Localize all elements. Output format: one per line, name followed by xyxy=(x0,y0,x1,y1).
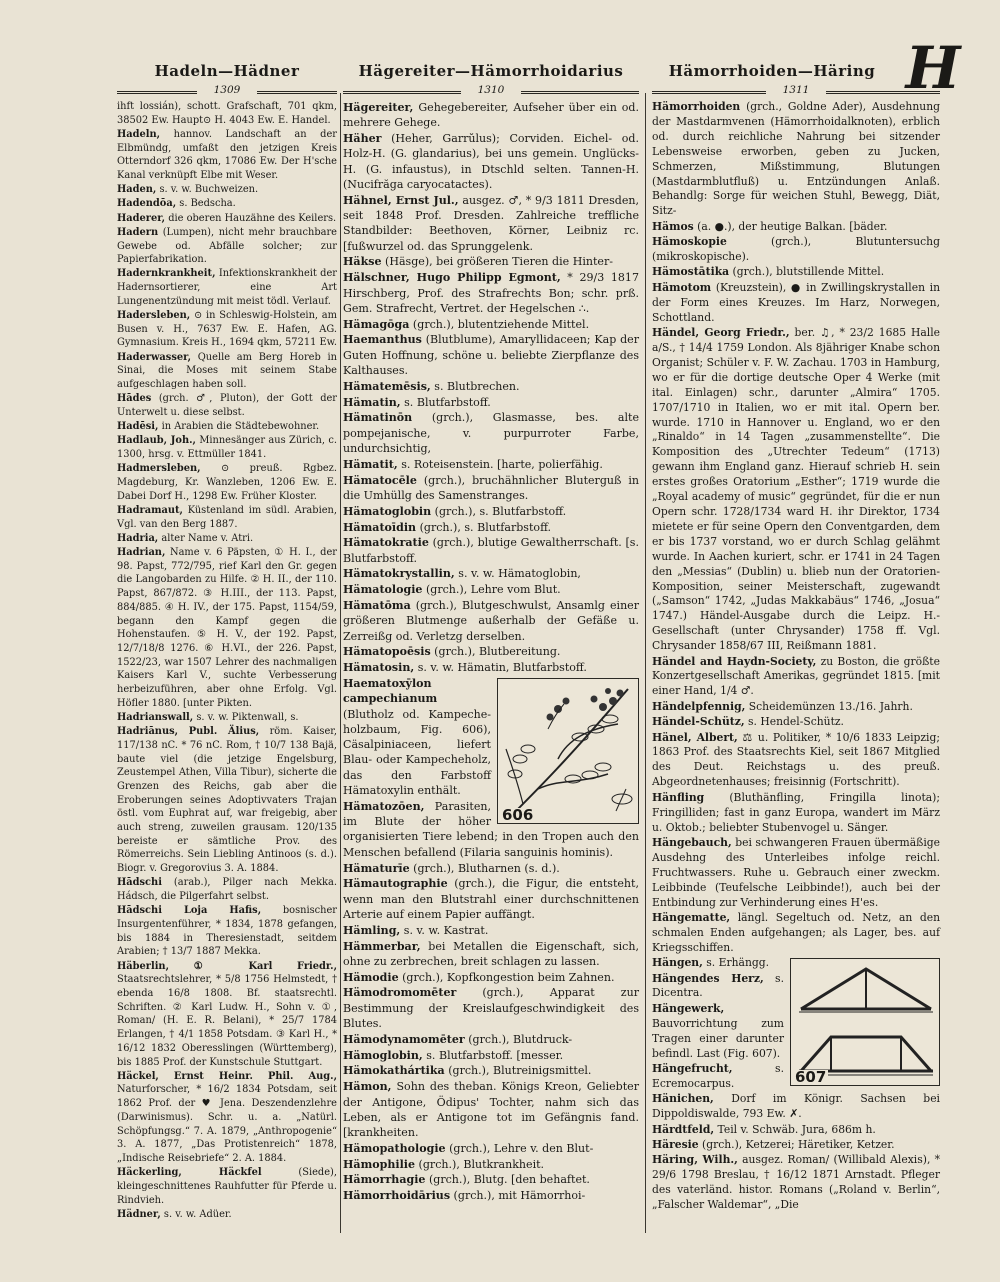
entry-text: Name v. 6 Päpsten, ① H. I., der 98. Papst, 772/795, rief Karl den Gr. gegen die Langobarden zu Hilfe. ② H. II., der 110. Papst, 867/872. ③ H.III., der 113. Papst, 884/885. ④ H. IV., der 175. Papst, 1154/59, begann den Kampf gegen die Hohenstaufen. ⑤ H. V., der 192. Papst, 12/7/18/8 1276. ⑥ H.VI., der 226. Papst, 1522/23, war 1507 Lehrer des nachmaligen Kaisers Karl V., suchte Verbesserung herbeizuführen, aber ohne Erfolg. Vgl. Höfler 1880. [unter Pikten. xyxy=(117,547,337,709)
entry-headword: Hämatologie xyxy=(343,583,423,597)
figure-606-block xyxy=(343,676,639,860)
column-1 xyxy=(117,100,337,1222)
dictionary-entry xyxy=(343,876,639,922)
dictionary-entry xyxy=(117,532,337,546)
entry-headword: Händel and Haydn-Society, xyxy=(652,654,817,668)
entry-text: ber. ♫, * 23/2 1685 Halle a/S., † 14/4 1759 London. Als 8jähriger Knabe schon Organist; Schüler v. F. W. Zachau. 1703 in Hamburg, wo er für die dortige deutsche Oper 4 Werke (mit ital. Einlagen) schr., darunter „Almira“ 1705. 1707/1710 in Italien, wo er mit ital. Opern ber. wurde. 1710 in Hannover u. England, wo er den „Rinaldo“ in 14 Tagen „zusammenstellte“. Die Komposition des „Utrechter Tedeum“ (1713) gewann ihm England ganz. Hierauf schrieb H. sein erstes großes Oratorium „Esther“; 1719 wurde die „Royal academy of music“ gegründet, für die er nun Opern schr. 1728/1734 ward H. ihr Direktor, 1734 mietete er für seine Opern den Conventgarden, dem er bis 1737 vorstand, wo er durch Schlag gelähmt wurde. In Aachen kuriert, schr. er 1741 in 24 Tagen den „Messias“ (Dublin) u. blieb nun der Oratorien-Komposition, seiner Meisterschaft, zugewandt („Samson“ 1742, „Judas Makkabäus“ 1746, „Josua“ 1747.) Händel-Ausgabe durch die Leipz. H.-Gesellschaft (unter Chrysander) 1758 ff. Vgl. Chrysander 1858/67 III, Reißmann 1881. xyxy=(652,326,941,653)
entry-text: s. Blutbrechen. xyxy=(430,379,520,393)
entry-headword: Hämos xyxy=(652,219,694,233)
entry-headword: Hämodromomēter xyxy=(343,986,457,1000)
entry-text: bei schwangeren Frauen übermäßige Ausdehng des Unterleibes infolge reichl. Fruchtwassers. Ruhe u. Gebrauch einer zweckm. Leibbinde (Teufelsche Leibbinde!), auch bei der Entbindung zur Verhinderung eines H'es. xyxy=(652,835,940,909)
dictionary-entry xyxy=(117,711,337,725)
entry-headword: Hadernkrankheit, xyxy=(117,268,216,280)
figure-607-block xyxy=(652,956,940,1092)
entry-text: die oberen Hauzähne des Keilers. xyxy=(165,212,337,224)
entry-text: (Blutholz od. Kampeche-holzbaum, Fig. 606), Cäsalpiniaceen, liefert Blau- oder Kampecheholz, das den Farbstoff Hämatoxylin enthält. xyxy=(343,707,491,798)
dictionary-entry xyxy=(343,254,639,269)
dictionary-entry xyxy=(117,128,337,183)
dictionary-entry xyxy=(117,183,337,197)
entry-text: ihft lossián), schott. Grafschaft, 701 qkm, 38502 Ew. Haupt⊙ H. 4043 Ew. E. Handel. xyxy=(117,101,337,126)
entry-headword: Hämophilie xyxy=(343,1157,416,1171)
entry-text: hannov. Landschaft an der Elbmündg, umfaßt den jetzigen Kreis Otterndorf 326 qkm, 17086 Ew. Der H'sche Kanal verknüpft Elbe mit Weser. xyxy=(117,128,337,182)
entry-headword: Hadrianswall, xyxy=(117,711,194,723)
entry-headword: Häresie xyxy=(652,1138,699,1152)
dictionary-entry xyxy=(652,836,940,911)
entry-text: (grch.), blutstillende Mittel. xyxy=(729,265,885,279)
entry-text: (grch.), Blutdruck- xyxy=(464,1032,573,1046)
dictionary-entry xyxy=(117,100,337,127)
entry-text: s. Blutfarbstoff. [messer. xyxy=(422,1048,564,1062)
entry-text: s. v. w. Hämatoglobin, xyxy=(454,567,581,581)
entry-headword: Häher xyxy=(343,132,382,146)
entry-headword: Hämatosin, xyxy=(343,661,415,675)
entry-headword: Hängematte, xyxy=(652,910,731,924)
entry-headword: Hämotom xyxy=(652,280,712,294)
entry-headword: Händel, Georg Friedr., xyxy=(652,326,790,340)
column-divider-2 xyxy=(645,93,646,1233)
entry-text: Dorf im Königr. Sachsen bei Dippoldiswalde, 793 Ew. ✗. xyxy=(652,1092,940,1121)
dictionary-entry xyxy=(652,700,940,715)
entry-text: (grch., Goldne Ader), Ausdehnung der Mastdarmvenen (Hämorrhoidalknoten), erblich od. durch reichliche Nahrung bei sitzender Lebensweise erworben, geben zu Jucken, Schmerzen, Mißstimmung, Blutungen (Mastdarmblutfluß) u. Entzündungen Anlaß. Behandlg: Sorge für weichen Stuhl, Bewegg, Diät, Sitz- xyxy=(652,100,940,218)
entry-text: (Bluthänfling, Fringilla linota); Fringilliden; fast in ganz Europa, wandert im März u. Oktob.; beliebter Stubenvogel u. Sänger. xyxy=(652,790,940,834)
entry-headword: Hadmersleben, xyxy=(117,463,201,475)
column-2 xyxy=(343,100,639,1204)
entry-headword: Hämatōma xyxy=(343,599,411,612)
entry-headword: Häring, Wilh., xyxy=(652,1153,738,1167)
entry-text: Parasiten, im Blute der höher organisierten Tiere lebend; in den Tropen auch den Menschen befallend (Filaria sanguinis hominis). xyxy=(343,799,639,859)
entry-headword: Haden, xyxy=(117,184,157,196)
entry-headword: Hägereiter, xyxy=(343,101,414,114)
entry-text: ⊙ preuß. Rgbez. Magdeburg, Kr. Wanzleben, 1206 Ew. E. Dabei Dorf H., 1298 Ew. Früher Kloster. xyxy=(117,463,337,502)
entry-headword: Hämagōga xyxy=(343,317,410,331)
dictionary-entry xyxy=(343,1172,639,1187)
dictionary-entry xyxy=(343,598,639,644)
entry-text: (grch.), Lehre vom Blut. xyxy=(422,583,561,597)
entry-headword: Häkse xyxy=(343,255,382,269)
entry-text: (Häsge), bei größeren Tieren die Hinter- xyxy=(381,255,613,269)
entry-headword: Hämatokrystallin, xyxy=(343,567,455,581)
entry-headword: Hämatemēsis, xyxy=(343,379,431,393)
dictionary-entry xyxy=(343,410,639,456)
entry-headword: Haderwasser, xyxy=(117,351,191,363)
entry-headword: Händelpfennig, xyxy=(652,699,746,713)
entry-text: (grch.), blutentziehende Mittel. xyxy=(409,317,590,331)
entry-text: s. Blutfarbstoff. xyxy=(400,395,491,409)
dictionary-entry xyxy=(343,270,639,316)
page-number-3: 1311 xyxy=(766,84,826,98)
dictionary-entry xyxy=(117,960,337,1070)
dictionary-entry xyxy=(117,904,337,959)
entry-headword: Hämatit, xyxy=(343,457,398,471)
dictionary-entry xyxy=(343,1157,639,1172)
dictionary-entry xyxy=(117,546,337,710)
dictionary-entry xyxy=(652,791,940,836)
dictionary-entry xyxy=(117,309,337,350)
entry-headword: Hadrian, xyxy=(117,547,166,558)
entry-text: s. Bedscha. xyxy=(176,198,236,210)
page-number-2: 1310 xyxy=(461,84,521,98)
entry-text: (grch.), s. Blutfarbstoff. xyxy=(416,520,552,534)
entry-headword: Hämatopoēsis xyxy=(343,645,431,659)
entry-text: (grch.), mit Hämorrhoi- xyxy=(450,1189,586,1203)
entry-text: Minnesänger aus Zürich, c. 1300, hrsg. v. Ettmüller 1841. xyxy=(117,435,337,461)
entry-headword: Hādschi xyxy=(117,877,162,889)
dictionary-entry xyxy=(652,1153,940,1213)
dictionary-entry xyxy=(343,317,639,332)
dictionary-entry xyxy=(343,193,639,254)
entry-text: in Arabien die Städtebewohner. xyxy=(158,421,320,433)
dictionary-entry xyxy=(343,131,639,192)
entry-text: (grch.), Blutbereitung. xyxy=(430,645,561,659)
entry-text: Sohn des theban. Königs Kreon, Geliebter der Antigone, Ödipus' Tochter, nahm sich das Leben, als er Antigone tot im Gefängnis fand. [krankheiten. xyxy=(343,1080,639,1140)
figure-607 xyxy=(790,958,940,1086)
entry-text: Küstenland im südl. Arabien, Vgl. van den Berg 1887. xyxy=(117,504,337,530)
entry-headword: Härdtfeld, xyxy=(652,1122,715,1136)
entry-headword: Hādes xyxy=(117,393,152,405)
dictionary-entry xyxy=(343,1048,639,1063)
entry-headword: Hängefrucht, xyxy=(652,1062,733,1075)
dictionary-entry xyxy=(343,395,639,410)
entry-text: (grch.), Blutreinigsmittel. xyxy=(444,1064,592,1078)
entry-headword: Hämatinōn xyxy=(343,411,413,425)
entry-text: (arab.), Pilger nach Mekka. Hádsch, die Pilgerfahrt selbst. xyxy=(117,877,337,903)
dictionary-entry xyxy=(343,985,639,1031)
haematoxylon-illustration xyxy=(498,679,640,825)
dictionary-entry xyxy=(652,235,940,265)
entry-headword: Hadramaut, xyxy=(117,504,183,516)
dictionary-entry xyxy=(343,504,639,519)
dictionary-entry xyxy=(343,970,639,985)
entry-headword: Hängen, xyxy=(652,956,703,970)
dictionary-entry xyxy=(652,1138,940,1153)
dictionary-entry xyxy=(652,1092,940,1122)
dictionary-entry xyxy=(343,535,639,566)
entry-text: ausgez. ♂, * 9/3 1811 Dresden, seit 1848 Prof. Dresden. Zahlreiche treffliche Standbilder: Beethoven, Körner, Leibniz rc. [fußwurzel od. das Sprunggelenk. xyxy=(343,193,639,253)
entry-text: (grch.), Blutuntersuchg (mikroskopische). xyxy=(652,235,940,264)
entry-headword: Hädner, xyxy=(117,1208,161,1220)
entry-text: (Lumpen), nicht mehr brauchbare Gewebe od. Abfälle solcher; zur Papierfabrikation. xyxy=(117,226,337,266)
dictionary-entry xyxy=(117,267,337,308)
figure-606 xyxy=(497,678,639,824)
dictionary-entry xyxy=(343,939,639,970)
entry-headword: Hämostātika xyxy=(652,265,730,279)
entry-text: (grch. ♂, Pluton), der Gott der Unterwelt u. diese selbst. xyxy=(117,393,337,418)
entry-text: (grch.), bruchähnlicher Bluterguß in die Umhüllg des Samenstranges. xyxy=(343,473,639,502)
entry-text: (Kreuzstein), ● in Zwillingskrystallen in der Form eines Kreuzes. Im Harz, Norwegen, Schottland. xyxy=(652,280,940,324)
entry-text: längl. Segeltuch od. Netz, an den schmalen Enden aufgehangen; als Lager, bes. auf Kriegsschiffen. xyxy=(652,910,940,954)
entry-headword: Häberlin, ① Karl Friedr., xyxy=(117,960,337,972)
entry-text: (grch.), blutige Gewaltherrschaft. [s. Blutfarbstoff. xyxy=(343,536,639,565)
entry-headword: Haematoxȳlon campechianum xyxy=(343,676,438,706)
entry-headword: Hadēsi, xyxy=(117,421,159,433)
entry-headword: Hādschi Loja Hafis, xyxy=(117,905,262,917)
entry-text: bei Metallen die Eigenschaft, sich, ohne zu zerbrechen, breit schlagen zu lassen. xyxy=(343,939,639,968)
page-number-1: 1309 xyxy=(197,84,257,98)
entry-text: bosnischer Insurgentenführer, * 1834, 1878 gefangen, bis 1884 in Theresienstadt, seitdem Arabien; † 13/7 1887 Mekka. xyxy=(117,905,337,958)
entry-text: Quelle am Berg Horeb in Sinai, die Moses mit seinem Stabe aufgeschlagen haben soll. xyxy=(117,351,337,391)
dictionary-entry xyxy=(117,504,337,531)
dictionary-entry xyxy=(117,212,337,226)
entry-headword: Hämautographie xyxy=(343,877,448,891)
dictionary-entry xyxy=(117,876,337,903)
dictionary-entry xyxy=(652,1123,940,1138)
entry-text: (a. ●.), der heutige Balkan. [bäder. xyxy=(693,219,888,233)
entry-headword: Hängendes Herz, xyxy=(652,971,764,985)
entry-text: (Heher, Garrŭlus); Corviden. Eichel- od. Holz-H. (G. glandarius), bei uns gemein. Unglücks-H. (G. infaustus), in Dtschld selten. Tannen-H. (Nucifrăga caryocatactes). xyxy=(343,132,639,191)
entry-headword: Hämling, xyxy=(343,923,401,937)
entry-headword: Hadern xyxy=(117,226,159,238)
entry-headword: Händel-Schütz, xyxy=(652,715,745,729)
dictionary-entry xyxy=(117,226,337,267)
dictionary-entry xyxy=(343,379,639,394)
entry-headword: Hadeln, xyxy=(117,128,161,140)
entry-headword: Hadriānus, Publ. Älius, xyxy=(117,726,260,738)
entry-headword: Hängebauch, xyxy=(652,835,732,849)
entry-headword: Hämatoīdin xyxy=(343,520,417,534)
entry-headword: Hämatocēle xyxy=(343,473,417,487)
dictionary-entry xyxy=(343,332,639,378)
dictionary-entry xyxy=(343,520,639,535)
entry-headword: Häckel, Ernst Heinr. Phil. Aug., xyxy=(117,1070,337,1082)
entry-text: (grch.), die Figur, die entsteht, wenn man den Blutstrahl einer durchschnittenen Arterie auf einem Papier auffängt. xyxy=(343,877,639,921)
entry-text: zu Boston, die größte Konzertgesellschaft Amerikas, gegründet 1815. [mit einer Hand, 1/4 ♂. xyxy=(652,654,940,698)
column-3-header: Hämorrhoiden—Häring xyxy=(668,62,876,80)
entry-text: s. v. w. Kastrat. xyxy=(400,923,489,937)
entry-text: (grch.), Lehre v. den Blut- xyxy=(445,1141,594,1155)
dictionary-entry xyxy=(117,462,337,503)
entry-headword: Haemanthus xyxy=(343,333,422,347)
entry-headword: Hämoskopie xyxy=(652,235,727,249)
entry-text: Bauvorrichtung zum Tragen einer darunter befindl. Last (Fig. 607). xyxy=(652,1016,784,1060)
dictionary-entry xyxy=(117,434,337,461)
entry-text: Teil v. Schwäb. Jura, 686m h. xyxy=(714,1122,876,1136)
entry-text: Gehegebereiter, Aufseher über ein od. mehrere Gehege. xyxy=(343,101,639,130)
entry-text: s. v. w. Buchweizen. xyxy=(156,184,259,196)
figure-606-label: 606 xyxy=(502,805,534,824)
entry-headword: Hänichen, xyxy=(652,1092,714,1106)
dictionary-entry xyxy=(117,351,337,392)
dictionary-entry xyxy=(343,1141,639,1156)
entry-text: Naturforscher, * 16/2 1834 Potsdam, seit 1862 Prof. der ♥ Jena. Deszendenzlehre (Darwinismus). Schr. u. a. „Natürl. Schöpfungsg.“ 7. A. 1879, „Anthropogenie“ 3. A. 1877, „Das Protistenreich“ 1878, „Indische Reisebriefe“ 2. A. 1884. xyxy=(117,1084,337,1164)
dictionary-entry xyxy=(343,100,639,131)
entry-text: s. Hendel-Schütz. xyxy=(744,715,844,729)
entry-text: ⚖ u. Politiker, * 10/6 1833 Leipzig; 1863 Prof. des Staatsrechts Kiel, seit 1867 Mitglied des Deut. Reichstags u. des preuß. Abgeordnetenhauses; freisinnig (Fortschritt). xyxy=(652,730,941,789)
entry-text: (Blutblume), Amaryllidaceen; Kap der Guten Hoffnung, schöne u. beliebte Zierpflanze des Kalthauses. xyxy=(343,333,639,378)
entry-text: (grch.), Kopfkongestion beim Zahnen. xyxy=(398,970,615,984)
entry-headword: Hämoglobin, xyxy=(343,1048,423,1062)
entry-headword: Hämorrhoidārius xyxy=(343,1189,451,1203)
entry-headword: Hämatozōen, xyxy=(343,799,425,813)
dictionary-entry xyxy=(117,725,337,876)
dictionary-entry xyxy=(117,420,337,434)
dictionary-entry xyxy=(343,660,639,675)
entry-text: (grch.), s. Blutfarbstoff. xyxy=(431,504,567,518)
dictionary-entry xyxy=(652,911,940,956)
entry-text: röm. Kaiser, 117/138 nC. * 76 nC. Rom, † 10/7 138 Bajä, baute viel (die jetzige Engelsburg, Zeustempel Athen, Villa Tibur), sicherte die Grenzen des Reichs, gab aber die Eroberungen seines Adoptivvaters Trajan östl. vom Euphrat auf, war freigebig, aber auch streng, zuweilen grausam. 120/135 bereiste er sämtliche Prov. des Römerreichs. Sein Liebling Antinoos (s. d.). Biogr. v. Gregorovius 3. A. 1884. xyxy=(117,726,337,875)
entry-text: (grch.), Blutharnen (s. d.). xyxy=(409,861,560,875)
dictionary-entry xyxy=(117,1070,337,1166)
entry-text: s. Dicentra. xyxy=(652,971,784,1000)
entry-text: s. v. w. Piktenwall, s. xyxy=(193,711,299,723)
dictionary-entry xyxy=(343,1079,639,1140)
entry-text: (grch.), Blutgeschwulst, Ansamlg einer größeren Blutmenge außerhalb der Gefäße u. Zerreißg od. Verletzg derselben. xyxy=(343,599,639,643)
entry-headword: Hämatokratie xyxy=(343,536,429,550)
entry-headword: Hämaturīe xyxy=(343,861,410,875)
column-divider-1 xyxy=(340,93,341,1233)
entry-text: s. v. w. Hämatin, Blutfarbstoff. xyxy=(414,661,587,675)
dictionary-entry xyxy=(652,326,940,654)
entry-headword: Hämopathologie xyxy=(343,1141,446,1155)
dictionary-entry xyxy=(343,861,639,876)
entry-headword: Hänfling xyxy=(652,790,705,804)
entry-text: Scheidemünzen 13./16. Jahrh. xyxy=(745,699,913,713)
entry-text: s. v. w. Adüer. xyxy=(160,1208,232,1220)
dictionary-entry xyxy=(343,1032,639,1047)
dictionary-entry xyxy=(343,1063,639,1078)
entry-headword: Hängewerk, xyxy=(652,1001,725,1015)
entry-text: (grch.), Blutg. [den behaftet. xyxy=(425,1173,590,1187)
entry-text: Infektionskrankheit der Hadernsortierer, eine Art Lungenentzündung mit meist tödl. Verlauf. xyxy=(117,268,337,307)
dictionary-entry xyxy=(117,1208,337,1222)
section-letter: H xyxy=(905,34,961,102)
entry-text: (grch.), Glasmasse, bes. alte pompejanische, v. purpurroter Farbe, undurchsichtig, xyxy=(343,411,639,456)
dictionary-entry xyxy=(343,582,639,597)
dictionary-entry xyxy=(343,644,639,659)
dictionary-entry xyxy=(652,715,940,730)
entry-headword: Hämatoglobin xyxy=(343,504,432,518)
entry-headword: Hämokathártika xyxy=(343,1064,445,1078)
entry-headword: Häckerling, Häckfel xyxy=(117,1167,262,1179)
dictionary-entry xyxy=(652,655,940,700)
entry-headword: Hämatin, xyxy=(343,395,401,409)
entry-headword: Hadendōa, xyxy=(117,198,177,210)
entry-text: ⊙ in Schleswig-Holstein, am Busen v. H., 7637 Ew. E. Hafen, AG. Gymnasium. Kreis H., 1694 qkm, 57211 Ew. xyxy=(117,310,337,349)
entry-text: ausgez. Roman/ (Willibald Alexis), * 29/6 1798 Breslau, † 16/12 1871 Arnstadt. Pfleger des vaterländ. histor. Romans („Roland v. Berlin“, „Falscher Waldemar“, „Die xyxy=(652,1153,940,1212)
entry-headword: Hämon, xyxy=(343,1080,392,1094)
entry-text: * 29/3 1817 Hirschberg, Prof. des Strafrechts Bon; schr. prß. Gem. Strafrecht, Vertret. der Hegelschen ∴. xyxy=(343,271,639,315)
dictionary-entry xyxy=(652,265,940,280)
entry-text: s. Roteisenstein. [harte, polierfähig. xyxy=(397,457,603,471)
dictionary-entry xyxy=(652,731,940,791)
dictionary-entry xyxy=(343,1188,639,1203)
column-2-header: Hägereiter—Hämorrhoidarius xyxy=(358,62,624,80)
entry-text: s. Erhängg. xyxy=(702,956,770,970)
entry-headword: Hämmerbar, xyxy=(343,939,421,953)
dictionary-entry xyxy=(652,220,940,235)
entry-headword: Hämodynamomēter xyxy=(343,1032,465,1046)
entry-text: (grch.), Blutkrankheit. xyxy=(415,1157,545,1171)
column-3 xyxy=(652,100,940,1214)
entry-text: (grch.), Ketzerei; Häretiker, Ketzer. xyxy=(698,1138,895,1152)
dictionary-entry xyxy=(343,923,639,938)
dictionary-entry xyxy=(117,197,337,211)
entry-headword: Hämorrhoiden xyxy=(652,100,741,113)
entry-text: (Siede), kleingeschnittenes Rauhfutter für Pferde u. Rindvieh. xyxy=(117,1167,337,1206)
entry-headword: Hämodie xyxy=(343,970,399,984)
entry-headword: Hänel, Albert, xyxy=(652,730,738,744)
dictionary-entry xyxy=(343,473,639,504)
entry-headword: Hälschner, Hugo Philipp Egmont, xyxy=(343,271,561,285)
entry-headword: Hadlaub, Joh., xyxy=(117,435,196,447)
dictionary-entry xyxy=(652,100,940,219)
entry-text: Staatsrechtslehrer, * 5/8 1756 Helmstedt, † ebenda 16/8 1808. Bf. staatsrechtl. Schriften. ② Karl Ludw. H., Sohn v. ①, Roman/ (H. E. R. Belani), * 25/7 1784 Erlangen, † 4/1 1858 Potsdam. ③ Karl H., * 16/12 1832 Oberesslingen (Württemberg), bis 1885 Prof. der Kunstschule Stuttgart. xyxy=(117,974,337,1068)
entry-headword: Hämorrhagie xyxy=(343,1173,426,1187)
dictionary-entry xyxy=(343,566,639,581)
entry-text: (grch.), Apparat zur Bestimmung der Kreislaufgeschwindigkeit des Blutes. xyxy=(343,986,639,1031)
dictionary-entry xyxy=(343,457,639,472)
dictionary-entry xyxy=(117,1166,337,1207)
entry-text: s. Ecremocarpus. xyxy=(652,1062,784,1090)
dictionary-entry xyxy=(652,281,940,326)
entry-headword: Hähnel, Ernst Jul., xyxy=(343,193,459,207)
entry-headword: Hadersleben, xyxy=(117,310,191,322)
entry-headword: Hadria, xyxy=(117,532,159,544)
entry-headword: Haderer, xyxy=(117,212,166,224)
entry-text: alter Name v. Atri. xyxy=(158,532,254,544)
dictionary-entry xyxy=(117,392,337,419)
figure-607-label: 607 xyxy=(795,1068,827,1087)
column-1-header: Hadeln—Hädner xyxy=(154,62,300,80)
